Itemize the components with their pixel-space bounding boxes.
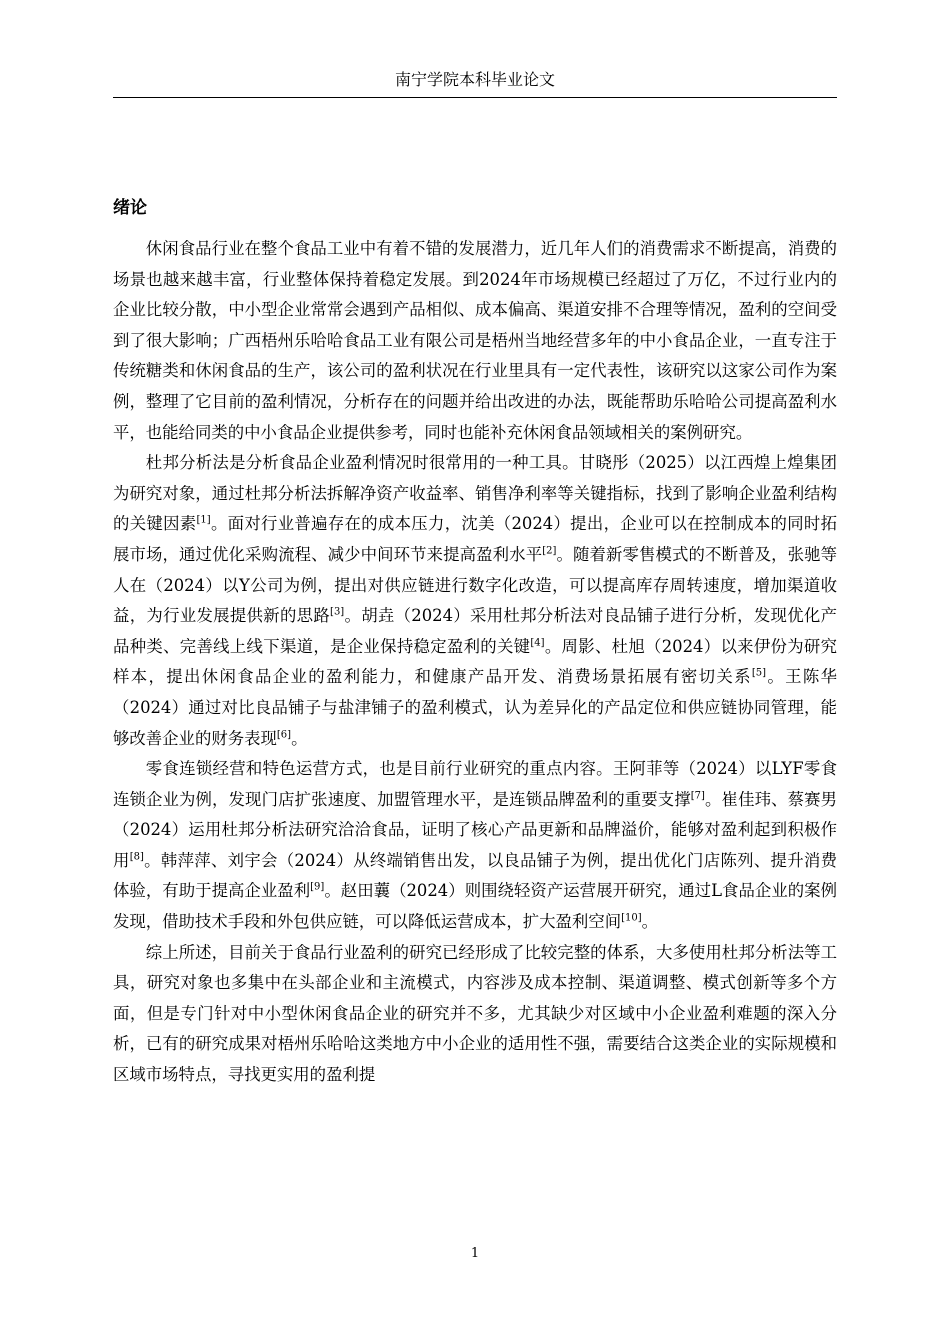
paragraph-text: 杜邦分析法是分析食品企业盈利情况时很常用的一种工具。甘晓彤（2025）以江西煌上煌集团为研究对象，通过杜邦分析法拆解净资产收益率、销售净利率等关键指标，找到了影响企业盈利结构的关键因素 (113, 453, 837, 534)
paragraph (113, 938, 837, 1091)
citation-ref: [9] (310, 882, 325, 893)
citation-ref: [1] (196, 514, 211, 526)
paragraph (113, 448, 837, 754)
page-header (113, 70, 837, 98)
paragraph-text: 。 (291, 728, 308, 748)
paragraph-text: 综上所述，目前关于食品行业盈利的研究已经形成了比较完整的体系，大多使用杜邦分析法等工具，研究对象也多集中在头部企业和主流模式，内容涉及成本控制、渠道调整、模式创新等多个方面，但是专门针对中小型休闲食品企业的研究并不多，尤其缺少对区域中小企业盈利难题的深入分析，已有的研究成果对梧州乐哈哈这类地方中小企业的适用性不强，需要结合这类企业的实际规模和区域市场特点，寻找更实用的盈利提 (113, 942, 837, 1085)
paragraph (113, 234, 837, 448)
citation-ref: [10] (621, 912, 642, 924)
paragraph-text: 。韩萍萍、刘宇会（2024）从终端销售出发，以良品铺子为例，提出优化门店陈列、提升消费体验，有助于提高企业盈利 (113, 850, 837, 901)
header-title: 南宁学院本科毕业论文 (394, 70, 555, 89)
citation-ref: [2] (542, 545, 557, 557)
citation-ref: [7] (690, 790, 705, 802)
page-number: 1 (470, 1246, 480, 1261)
paragraph-text: 。面对行业普遍存在的成本压力，沈美（2024）提出，企业可以在控制成本的同时拓展市场，通过优化采购流程、减少中间环节来提高盈利水平 (113, 514, 838, 564)
citation-ref: [4] (530, 637, 545, 649)
paragraph-text: 。胡垚（2024）采用杜邦分析法对良品铺子进行分析，发现优化产品种类、完善线上线下渠道，是企业保持稳定盈利的关键 (113, 606, 838, 656)
paragraph (113, 754, 837, 938)
paragraph-text: 休闲食品行业在整个食品工业中有着不错的发展潜力，近几年人们的消费需求不断提高，消费的场景也越来越丰富，行业整体保持着稳定发展。到2024年市场规模已经超过了万亿，不过行业内的企业比较分散，中小型企业常常会遇到产品相似、成本偏高、渠道安排不合理等情况，盈利的空间受到了很大影响；广西梧州乐哈哈食品工业有限公司是梧州当地经营多年的中小食品企业，一直专注于传统糖类和休闲食品的生产，该公司的盈利状况在行业里具有一定代表性，该研究以这家公司作为案例，整理了它目前的盈利情况，分析存在的问题并给出改进的办法，既能帮助乐哈哈公司提高盈利水平，也能给同类的中小食品企业提供参考，同时也能补充休闲食品领域相关的案例研究。 (113, 239, 837, 442)
paragraph-text: 零食连锁经营和特色运营方式，也是目前行业研究的重点内容。王阿菲等（2024）以LYF零食连锁企业为例，发现门店扩张速度、加盟管理水平，是连锁品牌盈利的重要支撑 (113, 759, 837, 809)
citation-ref: [8] (129, 851, 144, 863)
paragraph-text: 。 (641, 912, 659, 932)
section-title: 绪论 (113, 198, 147, 218)
paragraph-text: 。王陈华（2024）通过对比良品铺子与盐津铺子的盈利模式，认为差异化的产品定位和供应链协同管理，能够改善企业的财务表现 (113, 667, 837, 748)
paragraph-text: 。周影、杜旭（2024）以来伊份为研究样本，提出休闲食品企业的盈利能力，和健康产品开发、消费场景拓展有密切关系 (113, 636, 838, 687)
citation-ref: [5] (751, 667, 767, 679)
citation-ref: [3] (330, 606, 345, 618)
paragraph-text: 。随着新零售模式的不断普及，张驰等人在（2024）以Y公司为例，提出对供应链进行数字化改造，可以提高库存周转速度，增加渠道收益，为行业发展提供新的思路 (113, 544, 838, 626)
paragraph-text: 。赵田蘘（2024）则围绕轻资产运营展开研究，通过L食品企业的案例发现，借助技术手段和外包供应链，可以降低运营成本，扩大盈利空间 (113, 881, 837, 932)
citation-ref: [6] (276, 729, 292, 741)
body-text (113, 234, 837, 1091)
paragraph-text: 。崔佳玮、蔡赛男（2024）运用杜邦分析法研究洽洽食品，证明了核心产品更新和品牌溢价，能够对盈利起到积极作用 (113, 789, 837, 870)
